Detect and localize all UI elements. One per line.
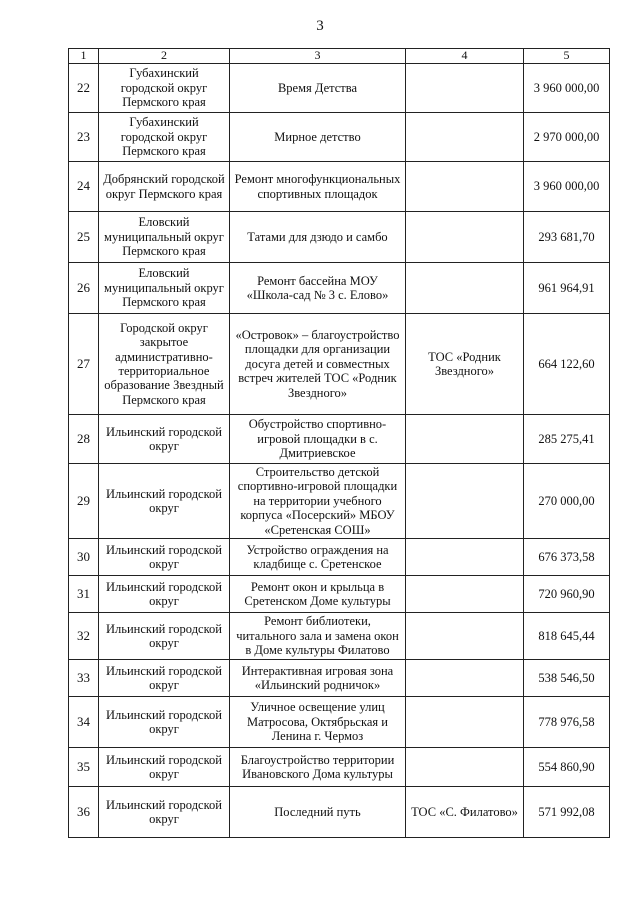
projects-table [68,48,610,838]
amount-cell: 2 970 000,00 [524,113,610,162]
row-number: 24 [69,162,99,212]
table-row [69,539,610,576]
tos-cell [406,613,524,660]
table-row [69,212,610,263]
amount-cell: 538 546,50 [524,660,610,697]
project-cell: «Островок» – благоустройство площадки для организации досуга детей и совместных встреч жителей ТОС «Родник Звездного» [230,314,406,415]
municipality-cell: Губахинский городской округ Пермского края [99,113,230,162]
tos-cell [406,263,524,314]
table-row [69,576,610,613]
tos-cell [406,539,524,576]
project-cell: Обустройство спортивно-игровой площадки в с. Дмитриевское [230,415,406,464]
municipality-cell: Ильинский городской округ [99,697,230,748]
tos-cell [406,748,524,787]
amount-cell: 3 960 000,00 [524,162,610,212]
amount-cell: 3 960 000,00 [524,64,610,113]
amount-cell: 818 645,44 [524,613,610,660]
row-number: 28 [69,415,99,464]
amount-cell: 961 964,91 [524,263,610,314]
table-row [69,464,610,539]
row-number: 35 [69,748,99,787]
page-number: 3 [316,18,324,34]
table-row [69,113,610,162]
col-header: 4 [406,49,524,64]
project-cell: Последний путь [230,787,406,838]
amount-cell: 293 681,70 [524,212,610,263]
col-header: 1 [69,49,99,64]
project-cell: Мирное детство [230,113,406,162]
row-number: 26 [69,263,99,314]
col-header: 5 [524,49,610,64]
project-cell: Ремонт окон и крыльца в Сретенском Доме культуры [230,576,406,613]
header-row [69,49,610,64]
tos-cell [406,212,524,263]
tos-cell [406,415,524,464]
row-number: 30 [69,539,99,576]
table-row [69,415,610,464]
project-cell: Время Детства [230,64,406,113]
project-cell: Ремонт библиотеки, читального зала и замена окон в Доме культуры Филатово [230,613,406,660]
amount-cell: 664 122,60 [524,314,610,415]
municipality-cell: Губахинский городской округ Пермского края [99,64,230,113]
project-cell: Благоустройство территории Ивановского Дома культуры [230,748,406,787]
tos-cell [406,162,524,212]
amount-cell: 778 976,58 [524,697,610,748]
table-row [69,162,610,212]
table-row [69,748,610,787]
tos-cell [406,64,524,113]
municipality-cell: Ильинский городской округ [99,660,230,697]
row-number: 34 [69,697,99,748]
project-cell: Татами для дзюдо и самбо [230,212,406,263]
amount-cell: 571 992,08 [524,787,610,838]
row-number: 25 [69,212,99,263]
table-row [69,697,610,748]
col-header: 2 [99,49,230,64]
row-number: 36 [69,787,99,838]
municipality-cell: Ильинский городской округ [99,748,230,787]
row-number: 22 [69,64,99,113]
municipality-cell: Городской округ закрытое административно-территориальное образование Звездный Пермского края [99,314,230,415]
table-row [69,263,610,314]
amount-cell: 270 000,00 [524,464,610,539]
municipality-cell: Ильинский городской округ [99,464,230,539]
tos-cell [406,697,524,748]
tos-cell [406,660,524,697]
tos-cell: ТОС «С. Филатово» [406,787,524,838]
project-cell: Устройство ограждения на кладбище с. Сретенское [230,539,406,576]
project-cell: Интерактивная игровая зона «Ильинский родничок» [230,660,406,697]
municipality-cell: Еловский муниципальный округ Пермского края [99,212,230,263]
table-row [69,613,610,660]
municipality-cell: Ильинский городской округ [99,415,230,464]
row-number: 32 [69,613,99,660]
tos-cell [406,113,524,162]
tos-cell [406,464,524,539]
amount-cell: 720 960,90 [524,576,610,613]
col-header: 3 [230,49,406,64]
row-number: 29 [69,464,99,539]
row-number: 33 [69,660,99,697]
table-row [69,787,610,838]
row-number: 23 [69,113,99,162]
row-number: 27 [69,314,99,415]
municipality-cell: Ильинский городской округ [99,613,230,660]
amount-cell: 554 860,90 [524,748,610,787]
amount-cell: 285 275,41 [524,415,610,464]
table-row [69,64,610,113]
municipality-cell: Ильинский городской округ [99,576,230,613]
row-number: 31 [69,576,99,613]
table-row [69,314,610,415]
table-row [69,660,610,697]
tos-cell: ТОС «Родник Звездного» [406,314,524,415]
project-cell: Ремонт бассейна МОУ «Школа-сад № 3 с. Елово» [230,263,406,314]
municipality-cell: Еловский муниципальный округ Пермского края [99,263,230,314]
tos-cell [406,576,524,613]
municipality-cell: Ильинский городской округ [99,539,230,576]
project-cell: Строительство детской спортивно-игровой площадки на территории учебного корпуса «Посерский» МБОУ «Сретенская СОШ» [230,464,406,539]
project-cell: Уличное освещение улиц Матросова, Октябрьская и Ленина г. Чермоз [230,697,406,748]
municipality-cell: Ильинский городской округ [99,787,230,838]
amount-cell: 676 373,58 [524,539,610,576]
project-cell: Ремонт многофункциональных спортивных площадок [230,162,406,212]
municipality-cell: Добрянский городской округ Пермского края [99,162,230,212]
